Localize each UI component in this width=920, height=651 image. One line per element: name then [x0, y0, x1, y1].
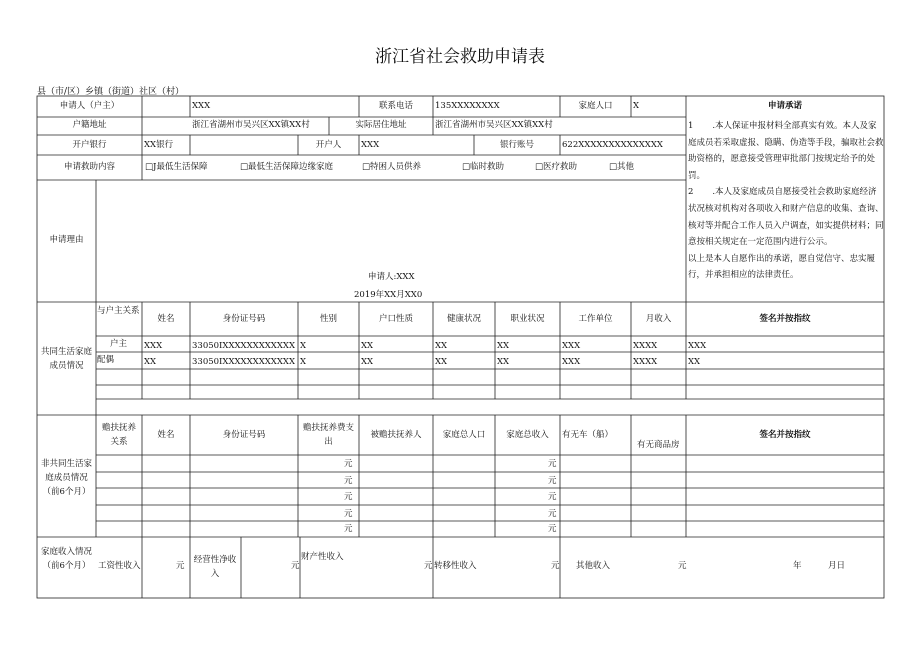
cohabiting-header: 姓名: [157, 314, 175, 324]
unit-yuan: 元: [344, 492, 353, 502]
household-size-label: 家庭人口: [578, 101, 613, 111]
unit-yuan: 元: [678, 561, 687, 571]
date-monthday-label: 月日: [828, 561, 846, 571]
bank-value: XX银行: [144, 140, 174, 150]
unit-yuan: 元: [548, 524, 557, 534]
table-cell: XXX: [144, 341, 163, 351]
holder-value: XXX: [361, 140, 380, 150]
non-cohabiting-header: 有无商品房: [637, 440, 680, 450]
hukou-value: 浙江省湖州市吴兴区XX镇XX村: [192, 120, 310, 130]
table-cell: XX: [435, 341, 448, 351]
assistance-option[interactable]: □医疗救助: [535, 162, 578, 172]
unit-yuan: 元: [548, 459, 557, 469]
table-cell: XXX: [562, 357, 581, 367]
unit-yuan: 元: [424, 561, 433, 571]
table-cell: XX: [361, 357, 374, 367]
household-size-value: X: [633, 101, 640, 111]
unit-yuan: 元: [344, 509, 353, 519]
assistance-option[interactable]: □J最低生活保障: [145, 162, 208, 172]
location-line: 县（市/区）乡镇（街道）社区（村）: [37, 87, 185, 97]
unit-yuan: 元: [344, 524, 353, 534]
cohabiting-header: 户口性质: [378, 314, 413, 324]
reason-date: 2019年XX月XX0: [354, 290, 423, 300]
table-cell: X: [300, 341, 307, 351]
bank-label: 开户银行: [72, 140, 107, 150]
promise-title: 申请承诺: [767, 101, 802, 111]
cohabiting-header: 工作单位: [578, 314, 613, 324]
unit-yuan: 元: [176, 561, 185, 571]
assistance-option[interactable]: □临时救助: [462, 162, 505, 172]
table-cell: XXXX: [633, 341, 658, 351]
income-section-label: 家庭收入情况（前6个月）: [40, 547, 92, 571]
non-cohabiting-header: 被赡扶抚养人: [370, 430, 422, 440]
applicant-name-label: 申请人（户主）: [59, 101, 120, 111]
table-cell: XX: [497, 341, 510, 351]
account-label: 银行账号: [499, 140, 534, 150]
non-cohabiting-header: 赡扶抚养费支出: [302, 423, 354, 447]
property-income-label: 财产性收入: [301, 552, 344, 562]
unit-yuan: 元: [548, 476, 557, 486]
phone-label: 联系电话: [378, 101, 413, 111]
assistance-option[interactable]: □最低生活保障边缘家庭: [240, 162, 334, 172]
unit-yuan: 元: [551, 561, 560, 571]
unit-yuan: 元: [344, 476, 353, 486]
cohabiting-header: 健康状况: [446, 314, 481, 324]
non-cohabiting-header: 姓名: [157, 430, 175, 440]
hukou-label: 户籍地址: [72, 120, 107, 130]
table-cell: 配偶: [97, 355, 115, 365]
promise-item2: .本人及家庭成员自愿接受社会救助家庭经济状况核对机构对各项收入和财产信息的收集、查询、核对等并配合工作人员入户调查，如实提供材料；同意按相关规定在一定范围内进行公示。: [688, 187, 884, 248]
page-title: 浙江省社会救助申请表: [375, 47, 545, 67]
cohabiting-header: 月收入: [645, 314, 672, 324]
unit-yuan: 元: [291, 561, 300, 571]
applicant-name-value: XXX: [192, 101, 211, 111]
table-cell: XX: [497, 357, 510, 367]
residence-value: 浙江省湖州市吴兴区XX镇XX村: [435, 120, 553, 130]
non-cohabiting-header: 家庭总人口: [442, 430, 486, 440]
cohabiting-header: 签名并按指纹: [759, 314, 811, 324]
promise-closing: 以上是本人自愿作出的承诺，愿自觉信守、忠实履行，并承担相应的法律责任。: [688, 253, 876, 281]
cohabiting-header: 职业状况: [510, 314, 545, 324]
promise-text: [688, 118, 884, 284]
holder-label: 开户人: [315, 140, 342, 150]
unit-yuan: 元: [548, 492, 557, 502]
non-cohabiting-section-label: 非共同生活家庭成员情况（前6个月）: [40, 459, 92, 497]
transfer-income-label: 转移性收入: [434, 561, 477, 571]
account-value: 622XXXXXXXXXXXXXX: [562, 140, 663, 150]
table-cell: XX: [688, 357, 701, 367]
table-cell: X: [300, 357, 307, 367]
table-cell: XX: [361, 341, 374, 351]
table-cell: XXXX: [633, 357, 658, 367]
non-cohabiting-header: 家庭总收入: [506, 430, 549, 440]
reason-signer: 申请人:XXX: [368, 272, 415, 282]
business-income-label: 经营性净收入: [193, 555, 237, 579]
non-cohabiting-header: 身份证号码: [222, 430, 266, 440]
table-cell: 户主: [110, 339, 128, 349]
non-cohabiting-header: 赡扶抚养关系: [101, 423, 136, 447]
unit-yuan: 元: [344, 459, 353, 469]
non-cohabiting-header: 签名并按指纹: [759, 430, 811, 440]
table-cell: XX: [144, 357, 157, 367]
unit-yuan: 元: [548, 509, 557, 519]
table-cell: 33050IXXXXXXXXXXXX: [192, 357, 296, 367]
promise-item1: .本人保证申报材料全部真实有效。本人及家庭成员若采取虚报、隐瞒、伪造等手段，骗取社会救助资格的，愿意接受管理审批部门按规定给予的处罚。: [688, 121, 884, 181]
reason-label: 申请理由: [49, 235, 84, 245]
date-year-label: 年: [793, 561, 802, 571]
assistance-option[interactable]: □其他: [609, 162, 635, 172]
table-cell: XXX: [688, 341, 707, 351]
residence-label: 实际居住地址: [355, 120, 407, 130]
assistance-label: 申请救助内容: [63, 162, 115, 172]
cohabiting-header: 性别: [319, 314, 337, 324]
promise-item1-num: 1: [688, 121, 694, 131]
non-cohabiting-header: 有无车（船）: [562, 430, 614, 440]
other-income-label: 其他收入: [576, 561, 611, 571]
assistance-option[interactable]: □特困人员供养: [362, 162, 422, 172]
table-cell: XXX: [562, 341, 581, 351]
wage-income-label: 工资性收入: [98, 561, 141, 571]
table-cell: XX: [435, 357, 448, 367]
cohabiting-section-label: 共同生活家庭成员情况: [40, 347, 92, 371]
phone-value: 135XXXXXXXX: [435, 101, 500, 111]
cohabiting-header: 身份证号码: [222, 314, 266, 324]
promise-item2-num: 2: [688, 187, 694, 198]
cohabiting-header: 与户主关系: [97, 306, 140, 316]
table-cell: 33050IXXXXXXXXXXXX: [192, 341, 296, 351]
